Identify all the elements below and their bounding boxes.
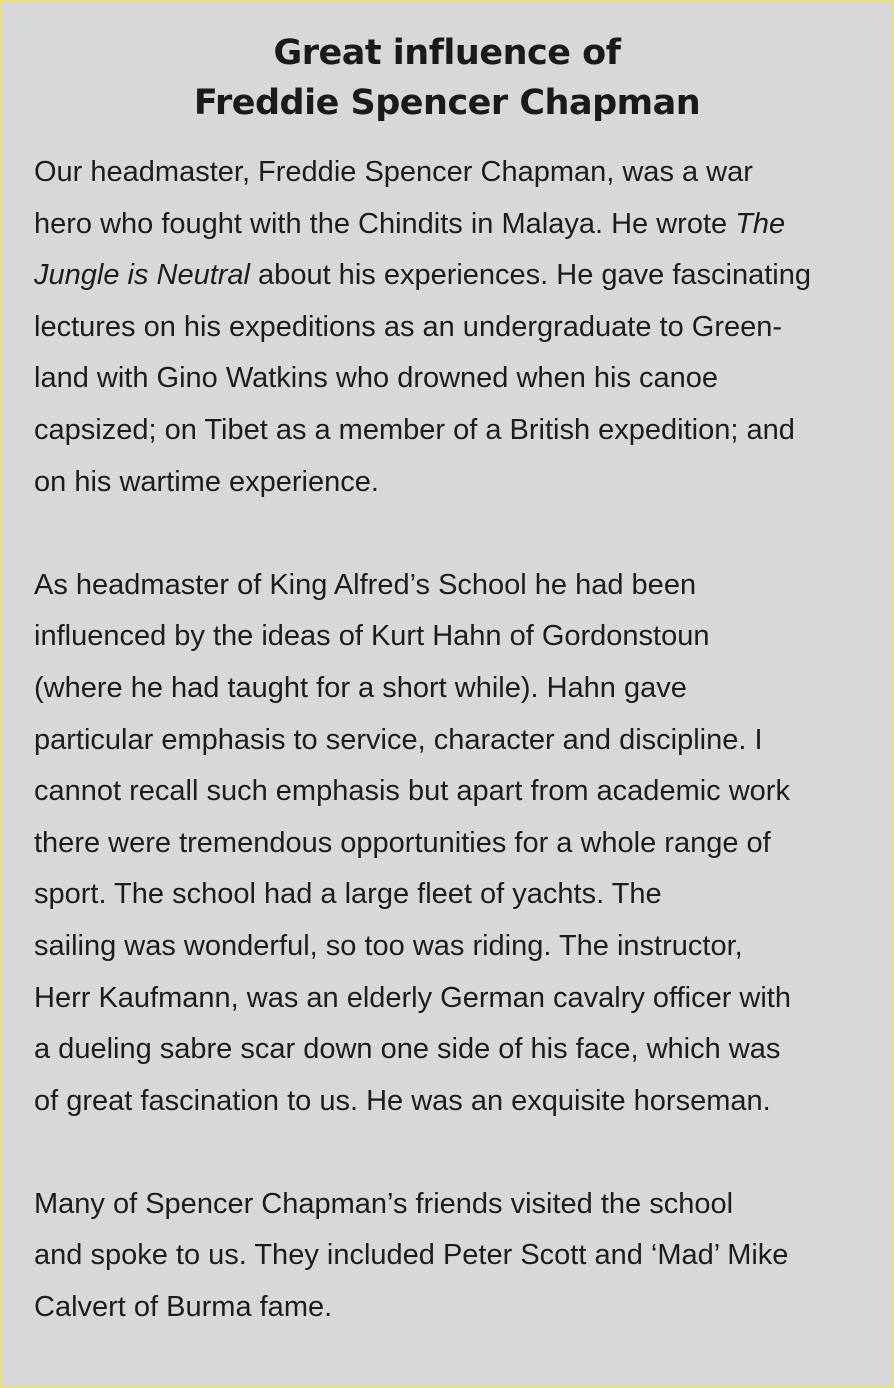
text-line: a dueling sabre scar down one side of his face, which was xyxy=(34,1033,781,1066)
article-title xyxy=(2,28,892,128)
text-line: Herr Kaufmann, was an elderly German cavalry officer with xyxy=(34,981,791,1014)
book-title-italic: The xyxy=(735,207,786,240)
paragraph-2 xyxy=(34,560,864,1128)
text-line: on his wartime experience. xyxy=(34,465,379,498)
text-line: influenced by the ideas of Kurt Hahn of Gordonstoun xyxy=(34,620,710,653)
paragraph-3 xyxy=(34,1179,864,1334)
text-line: and spoke to us. They included Peter Scott and ‘Mad’ Mike xyxy=(34,1239,789,1272)
text-line: capsized; on Tibet as a member of a British expedition; and xyxy=(34,413,795,446)
text-line: particular emphasis to service, character and discipline. I xyxy=(34,723,763,756)
text-line: lectures on his expeditions as an undergraduate to Green- xyxy=(34,310,783,343)
text-line xyxy=(34,250,864,302)
text-line: cannot recall such emphasis but apart from academic work xyxy=(34,775,790,808)
text-line: As headmaster of King Alfred’s School he had been xyxy=(34,568,697,601)
title-line-2: Freddie Spencer Chapman xyxy=(193,83,701,123)
book-title-italic: Jungle is Neutral xyxy=(34,259,250,292)
text-line: of great fascination to us. He was an exquisite horseman. xyxy=(34,1084,771,1117)
text-line: sailing was wonderful, so too was riding. The instructor, xyxy=(34,929,743,962)
text-line: there were tremendous opportunities for a whole range of xyxy=(34,826,771,859)
text-line: Many of Spencer Chapman’s friends visited the school xyxy=(34,1187,734,1220)
paragraph-1 xyxy=(34,147,864,508)
text-line: sport. The school had a large fleet of yachts. The xyxy=(34,878,662,911)
text-line: Our headmaster, Freddie Spencer Chapman, was a war xyxy=(34,156,753,188)
title-line-1: Great influence of xyxy=(273,33,621,73)
text-line: Calvert of Burma fame. xyxy=(34,1291,333,1324)
text-line: (where he had taught for a short while). Hahn gave xyxy=(34,671,687,704)
text-run: hero who fought with the Chindits in Malaya. He wrote xyxy=(34,207,736,240)
text-line xyxy=(34,199,864,251)
text-line: land with Gino Watkins who drowned when his canoe xyxy=(34,362,719,395)
text-run: about his experiences. He gave fascinating xyxy=(250,259,812,292)
article-body xyxy=(34,147,864,1334)
